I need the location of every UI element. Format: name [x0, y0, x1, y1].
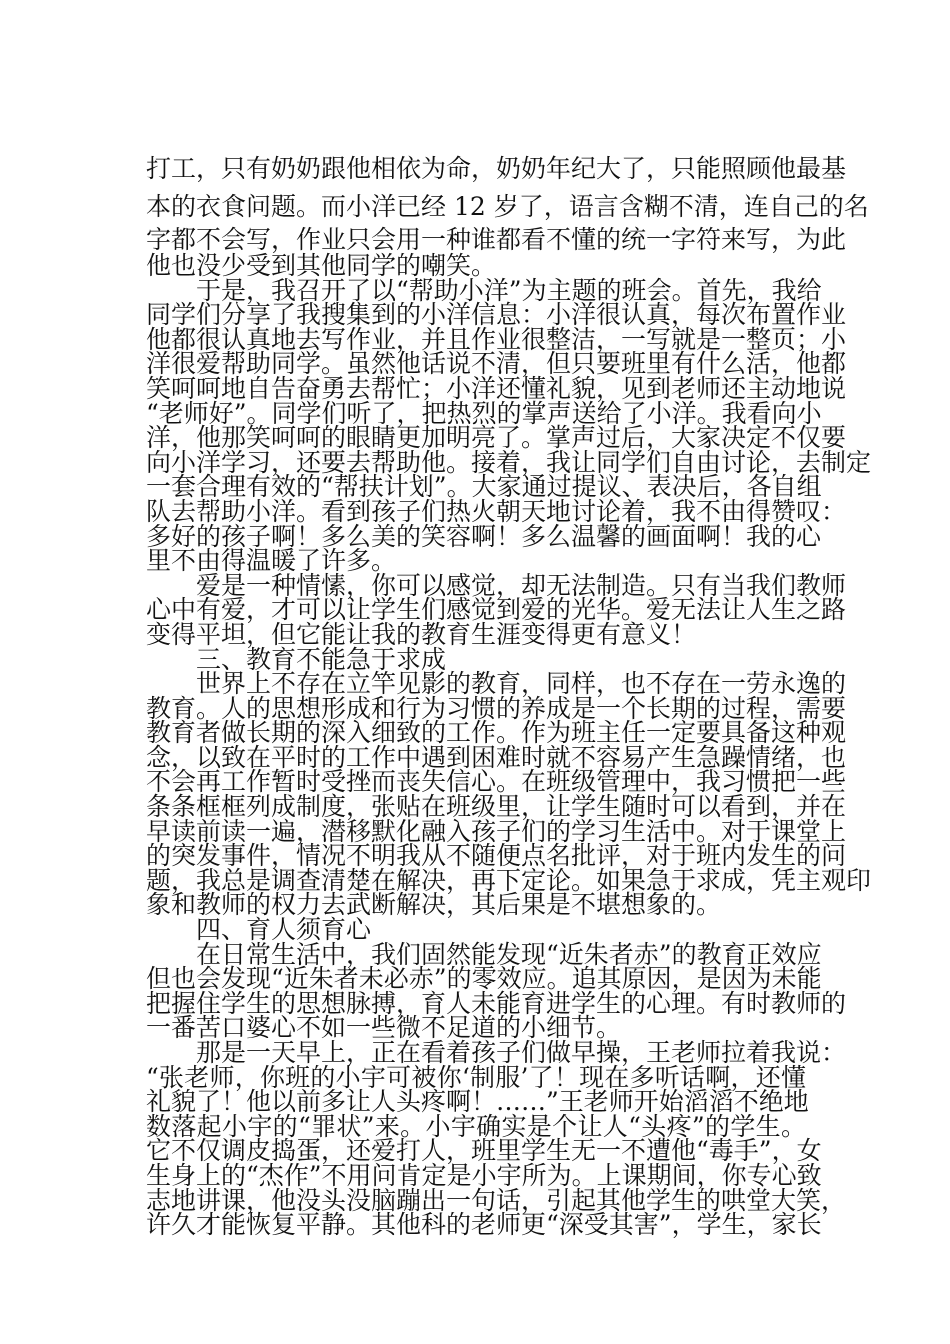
text-line: 早读前读一遍，潜移默化融入孩子们的学习生活中。对于课堂上 [146, 816, 847, 846]
text-line: “张老师，你班的小宇可被你‘制服’了！现在多听话啊，还懂 [146, 1062, 806, 1092]
text-line: 但也会发现“近朱者未必赤”的零效应。追其原因，是因为未能 [146, 964, 822, 994]
text-line: 条条框框列成制度，张贴在班级里，让学生随时可以看到，并在 [146, 792, 847, 822]
text-line: 那是一天早上，正在看着孩子们做早操，王老师拉着我说： [146, 1038, 847, 1067]
document-body [146, 150, 872, 1240]
text-line: 于是，我召开了以“帮助小洋”为主题的班会。首先，我给 [146, 275, 822, 305]
text-line: 不会再工作暂时受挫而丧失信心。在班级管理中，我习惯把一些 [146, 767, 847, 797]
text-line: 在日常生活中，我们固然能发现“近朱者赤”的教育正效应 [146, 939, 822, 969]
text-line: 打工，只有奶奶跟他相依为命，奶奶年纪大了，只能照顾他最基 [146, 154, 847, 183]
section-heading: 三、教育不能急于求成 [146, 644, 447, 674]
text-line: 礼貌了！他以前多让人头疼啊！……”王老师开始滔滔不绝地 [146, 1087, 809, 1117]
text-line: 本的衣食问题。而小洋已经 12 岁了，语言含糊不清，连自己的名 [146, 192, 869, 221]
text-line: 题，我总是调查清楚在解决，再下定论。如果急于求成，凭主观印 [146, 865, 872, 895]
text-line: 一番苦口婆心不如一些微不足道的小细节。 [146, 1013, 622, 1043]
text-line: 笑呵呵地自告奋勇去帮忙；小洋还懂礼貌，见到老师还主动地说 [146, 373, 847, 403]
text-line: 它不仅调皮捣蛋，还爱打人，班里学生无一不遭他“毒手”，女 [146, 1136, 822, 1166]
text-line: 生身上的“杰作”不用问肯定是小宇所为。上课期间，你专心致 [146, 1160, 822, 1190]
text-line: 里不由得温暖了许多。 [146, 546, 397, 576]
text-line: 把握住学生的思想脉搏，育人未能育进学生的心理。有时教师的 [146, 988, 847, 1018]
text-line: 向小洋学习，还要去帮助他。接着，我让同学们自由讨论，去制定 [146, 447, 872, 477]
text-line: 志地讲课，他没头没脑蹦出一句话，引起其他学生的哄堂大笑， [146, 1185, 847, 1215]
text-line: 象和教师的权力去武断解决，其后果是不堪想象的。 [146, 890, 722, 920]
text-line: “老师好”。同学们听了，把热烈的掌声送给了小洋。我看向小 [146, 398, 822, 428]
text-line: 念，以致在平时的工作中遇到困难时就不容易产生急躁情绪，也 [146, 742, 847, 772]
text-line: 队去帮助小洋。看到孩子们热火朝天地讨论着，我不由得赞叹： [146, 496, 847, 526]
text-line: 字都不会写，作业只会用一种谁都看不懂的统一字符来写，为此 [146, 225, 847, 254]
text-line: 许久才能恢复平静。其他科的老师更“深受其害”，学生，家长 [146, 1210, 822, 1240]
text-line: 洋，他那笑呵呵的眼睛更加明亮了。掌声过后，大家决定不仅要 [146, 423, 847, 453]
text-line: 心中有爱，才可以让学生们感觉到爱的光华。爱无法让人生之路 [146, 595, 847, 625]
text-line: 一套合理有效的“帮扶计划”。大家通过提议、表决后，各自组 [146, 472, 822, 502]
section-heading: 四、育人须育心 [146, 915, 372, 945]
text-line: 多好的孩子啊！多么美的笑容啊！多么温馨的画面啊！我的心 [146, 521, 822, 551]
text-line: 世界上不存在立竿见影的教育，同样，也不存在一劳永逸的 [146, 669, 847, 699]
text-line: 教育者做长期的深入细致的工作。作为班主任一定要具备这种观 [146, 718, 847, 748]
text-line: 教育。人的思想形成和行为习惯的养成是一个长期的过程，需要 [146, 693, 847, 723]
text-line: 变得平坦，但它能让我的教育生涯变得更有意义！ [146, 619, 697, 649]
text-line: 他都很认真地去写作业，并且作业很整洁，一写就是一整页；小 [146, 324, 847, 354]
text-line: 洋很爱帮助同学。虽然他话说不清，但只要班里有什么活，他都 [146, 349, 847, 379]
text-line: 同学们分享了我搜集到的小洋信息：小洋很认真，每次布置作业 [146, 300, 847, 330]
text-line: 数落起小宇的“罪状”来。小宇确实是个让人“头疼”的学生。 [146, 1111, 806, 1141]
text-line: 的突发事件，情况不明我从不随便点名批评，对于班内发生的问 [146, 841, 847, 871]
text-line: 他也没少受到其他同学的嘲笑。 [146, 251, 497, 280]
text-line: 爱是一种情愫，你可以感觉，却无法制造。只有当我们教师 [146, 570, 847, 600]
